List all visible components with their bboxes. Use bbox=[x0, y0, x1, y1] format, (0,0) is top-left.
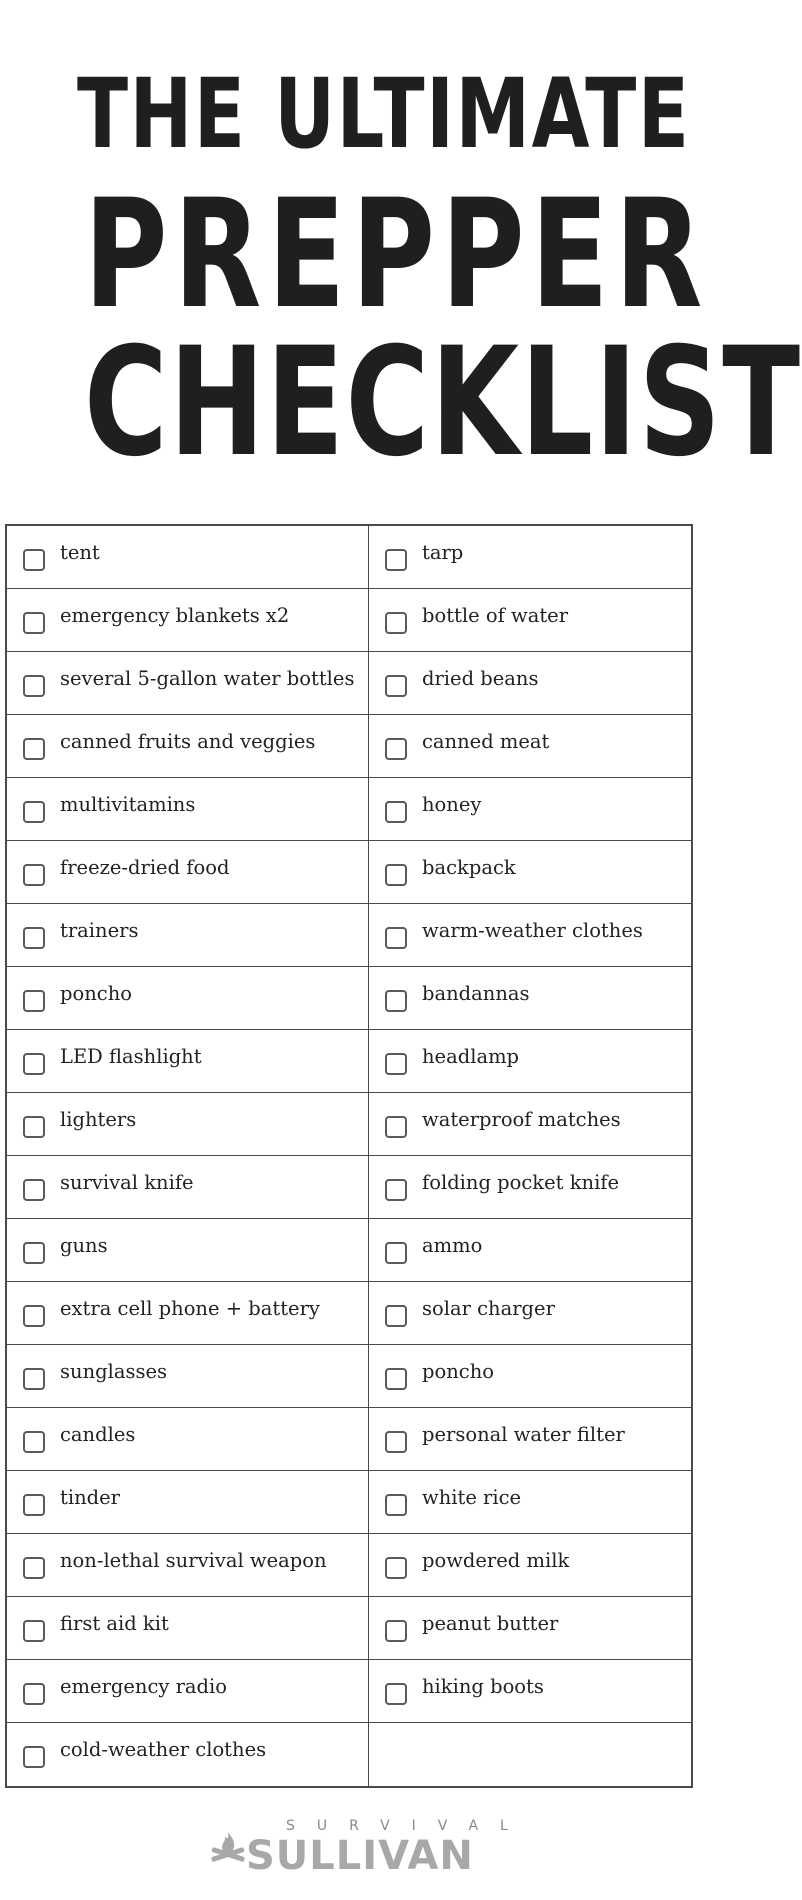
checklist-item-label: peanut butter bbox=[422, 1612, 559, 1635]
checklist-item-label: emergency blankets x2 bbox=[60, 604, 290, 627]
checklist-item-label: backpack bbox=[422, 856, 516, 879]
checklist-item-label: bandannas bbox=[422, 982, 530, 1005]
checklist-table bbox=[5, 524, 693, 1788]
checklist-item-label: tarp bbox=[422, 541, 464, 564]
checklist-item-label: freeze-dried food bbox=[60, 856, 230, 879]
title-line-2: PREPPER bbox=[84, 168, 709, 342]
checklist-cell-right bbox=[369, 526, 691, 589]
checklist-item-label: ammo bbox=[422, 1234, 483, 1257]
checklist-cell-left bbox=[7, 904, 369, 967]
checklist-item-label: survival knife bbox=[60, 1171, 194, 1194]
checkbox[interactable] bbox=[385, 1368, 407, 1390]
checklist-cell-right bbox=[369, 778, 691, 841]
checkbox[interactable] bbox=[385, 864, 407, 886]
checklist-cell-left bbox=[7, 1723, 369, 1786]
checklist-cell-left bbox=[7, 1408, 369, 1471]
checklist-cell-right bbox=[369, 1282, 691, 1345]
checklist-cell-left bbox=[7, 1660, 369, 1723]
campfire-icon bbox=[208, 1830, 248, 1870]
checklist-item-label: trainers bbox=[60, 919, 139, 942]
checkbox[interactable] bbox=[385, 1494, 407, 1516]
checklist-cell-left bbox=[7, 589, 369, 652]
checkbox[interactable] bbox=[385, 1557, 407, 1579]
checkbox[interactable] bbox=[385, 738, 407, 760]
checklist-item-label: cold-weather clothes bbox=[60, 1738, 267, 1761]
checklist-cell-right bbox=[369, 1408, 691, 1471]
checklist-cell-right bbox=[369, 1345, 691, 1408]
checkbox[interactable] bbox=[385, 1179, 407, 1201]
checkbox[interactable] bbox=[385, 1431, 407, 1453]
checklist-cell-right bbox=[369, 1471, 691, 1534]
checklist-cell-right bbox=[369, 1660, 691, 1723]
checklist-item-label: guns bbox=[60, 1234, 108, 1257]
checkbox[interactable] bbox=[23, 864, 45, 886]
checklist-item-label: several 5-gallon water bottles bbox=[60, 667, 355, 690]
checklist-item-label: waterproof matches bbox=[422, 1108, 621, 1131]
checklist-item-label: emergency radio bbox=[60, 1675, 228, 1698]
checklist-item-label: white rice bbox=[422, 1486, 522, 1509]
checklist-item-label: sunglasses bbox=[60, 1360, 168, 1383]
checklist-cell-left bbox=[7, 1534, 369, 1597]
checklist-item-label: dried beans bbox=[422, 667, 539, 690]
checklist-item-label: non-lethal survival weapon bbox=[60, 1549, 327, 1572]
checkbox[interactable] bbox=[23, 1683, 45, 1705]
checklist-item-label: extra cell phone + battery bbox=[60, 1297, 320, 1320]
checklist-cell-right bbox=[369, 1156, 691, 1219]
checkbox[interactable] bbox=[385, 801, 407, 823]
checklist-cell-left bbox=[7, 526, 369, 589]
checklist-cell-left bbox=[7, 1345, 369, 1408]
checklist-item-label: canned fruits and veggies bbox=[60, 730, 316, 753]
checklist-cell-left bbox=[7, 841, 369, 904]
checkbox[interactable] bbox=[385, 927, 407, 949]
checkbox[interactable] bbox=[385, 1620, 407, 1642]
checkbox[interactable] bbox=[23, 1746, 45, 1768]
checklist-item-label: poncho bbox=[60, 982, 133, 1005]
checklist-cell-left bbox=[7, 1282, 369, 1345]
checkbox[interactable] bbox=[23, 927, 45, 949]
checklist-item-label: multivitamins bbox=[60, 793, 196, 816]
checkbox[interactable] bbox=[385, 1053, 407, 1075]
checkbox[interactable] bbox=[385, 990, 407, 1012]
checklist-item-label: first aid kit bbox=[60, 1612, 169, 1635]
checklist-item-label: headlamp bbox=[422, 1045, 520, 1068]
checklist-item-label: hiking boots bbox=[422, 1675, 544, 1698]
checkbox[interactable] bbox=[23, 801, 45, 823]
checklist-cell-right bbox=[369, 1030, 691, 1093]
checklist-cell-right bbox=[369, 1597, 691, 1660]
title-line-3: CHECKLIST bbox=[84, 316, 802, 490]
checklist-cell-left bbox=[7, 1597, 369, 1660]
checkbox[interactable] bbox=[385, 549, 407, 571]
checklist-cell-right bbox=[369, 967, 691, 1030]
checkbox[interactable] bbox=[23, 990, 45, 1012]
checkbox[interactable] bbox=[23, 1053, 45, 1075]
checklist-cell-right bbox=[369, 904, 691, 967]
checklist-cell-right bbox=[369, 652, 691, 715]
checkbox[interactable] bbox=[23, 1179, 45, 1201]
checklist-cell-left bbox=[7, 1030, 369, 1093]
title-line-1: THE ULTIMATE bbox=[77, 58, 691, 170]
checkbox[interactable] bbox=[385, 1683, 407, 1705]
checkbox[interactable] bbox=[23, 1431, 45, 1453]
checklist-item-label: canned meat bbox=[422, 730, 550, 753]
checkbox[interactable] bbox=[385, 1305, 407, 1327]
checklist-item-label: LED flashlight bbox=[60, 1045, 202, 1068]
checkbox[interactable] bbox=[385, 1116, 407, 1138]
checklist-item-label: poncho bbox=[422, 1360, 495, 1383]
checkbox[interactable] bbox=[385, 675, 407, 697]
logo-top-text: SURVIVAL bbox=[286, 1818, 530, 1834]
checklist-item-label: honey bbox=[422, 793, 482, 816]
checklist-item-label: folding pocket knife bbox=[422, 1171, 620, 1194]
checklist-item-label: powdered milk bbox=[422, 1549, 570, 1572]
checklist-cell-left bbox=[7, 967, 369, 1030]
checklist-cell-left bbox=[7, 778, 369, 841]
checklist-item-label: solar charger bbox=[422, 1297, 555, 1320]
checklist-item-label: candles bbox=[60, 1423, 136, 1446]
checkbox[interactable] bbox=[23, 549, 45, 571]
checklist-cell-left bbox=[7, 1156, 369, 1219]
checkbox[interactable] bbox=[23, 1242, 45, 1264]
logo-main-text: SULLIVAN bbox=[246, 1833, 474, 1879]
checklist-cell-right bbox=[369, 589, 691, 652]
checklist-item-label: tent bbox=[60, 541, 100, 564]
checklist-cell-left bbox=[7, 715, 369, 778]
checkbox[interactable] bbox=[23, 675, 45, 697]
checkbox[interactable] bbox=[23, 738, 45, 760]
checkbox[interactable] bbox=[385, 1242, 407, 1264]
checkbox[interactable] bbox=[23, 1494, 45, 1516]
checklist-cell-right bbox=[369, 1723, 691, 1786]
checklist-item-label: lighters bbox=[60, 1108, 137, 1131]
checkbox[interactable] bbox=[23, 1305, 45, 1327]
checkbox[interactable] bbox=[23, 1557, 45, 1579]
checklist-item-label: bottle of water bbox=[422, 604, 569, 627]
checklist-cell-right bbox=[369, 841, 691, 904]
checkbox[interactable] bbox=[23, 1116, 45, 1138]
checkbox[interactable] bbox=[23, 1368, 45, 1390]
checklist-item-label: personal water filter bbox=[422, 1423, 625, 1446]
checkbox[interactable] bbox=[385, 612, 407, 634]
checklist-cell-left bbox=[7, 1471, 369, 1534]
checkbox[interactable] bbox=[23, 1620, 45, 1642]
checkbox[interactable] bbox=[23, 612, 45, 634]
checklist-cell-right bbox=[369, 1093, 691, 1156]
checklist-cell-right bbox=[369, 1219, 691, 1282]
survival-sullivan-logo bbox=[200, 1814, 530, 1879]
checklist-cell-right bbox=[369, 1534, 691, 1597]
checklist-cell-right bbox=[369, 715, 691, 778]
checklist-item-label: tinder bbox=[60, 1486, 120, 1509]
checklist-cell-left bbox=[7, 652, 369, 715]
checklist-item-label: warm-weather clothes bbox=[422, 919, 643, 942]
checklist-cell-left bbox=[7, 1093, 369, 1156]
checklist-cell-left bbox=[7, 1219, 369, 1282]
